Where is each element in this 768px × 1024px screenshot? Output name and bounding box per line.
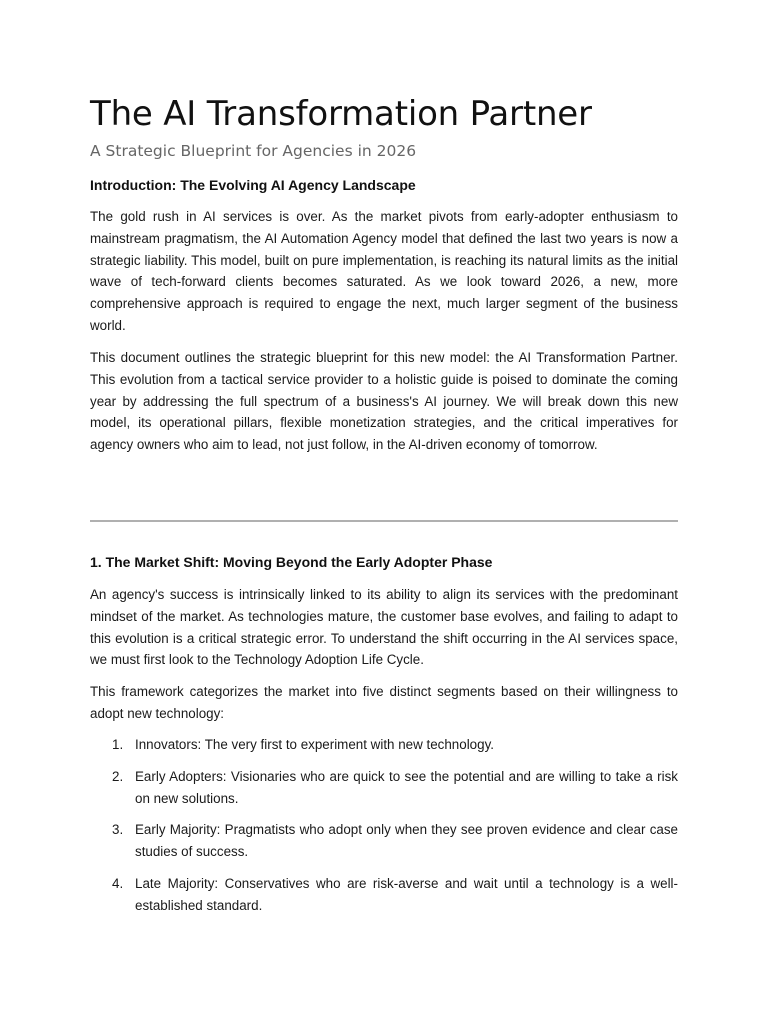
list-item-number: 3.	[112, 822, 124, 838]
section-divider	[90, 520, 678, 522]
list-item	[90, 734, 678, 756]
section-1-paragraph-1: An agency's success is intrinsically linked to its ability to align its services with the predominant mindset of the market. As technologies mature, the customer base evolves, and failing to adapt to this evolution is a critical strategic error. To understand the shift occurring in the AI services space, we must first look to the Technology Adoption Life Cycle.	[90, 587, 678, 668]
list-item-text: Late Majority: Conservatives who are risk-averse and wait until a technology is a well-established standard.	[135, 875, 678, 913]
document-subtitle: A Strategic Blueprint for Agencies in 2026	[90, 142, 417, 160]
list-item-number: 1.	[112, 737, 124, 752]
list-item-number: 4.	[112, 875, 124, 891]
section-1-paragraph-2: This framework categorizes the market into five distinct segments based on their willingness to adopt new technology:	[90, 684, 678, 721]
intro-paragraph-1: The gold rush in AI services is over. As the market pivots from early-adopter enthusiasm to mainstream pragmatism, the AI Automation Agency model that defined the last two years is now a strategic liability. This model, built on pure implementation, is reaching its natural limits as the initial wave of tech-forward clients becomes saturated. As we look toward 2026, a new, more comprehensive approach is required to engage the next, much larger segment of the business world.	[90, 209, 678, 333]
list-item-text: Innovators: The very first to experiment with new technology.	[135, 737, 494, 752]
list-item	[90, 819, 678, 863]
list-item-text: Early Majority: Pragmatists who adopt only when they see proven evidence and clear case studies of success.	[135, 822, 678, 860]
document-title: The AI Transformation Partner	[90, 94, 592, 134]
list-item-text: Early Adopters: Visionaries who are quick to see the potential and are willing to take a risk on new solutions.	[135, 768, 678, 806]
intro-heading: Introduction: The Evolving AI Agency Landscape	[90, 177, 416, 193]
section-1-heading: 1. The Market Shift: Moving Beyond the Early Adopter Phase	[90, 554, 493, 570]
intro-paragraph-2: This document outlines the strategic blueprint for this new model: the AI Transformation Partner. This evolution from a tactical service provider to a holistic guide is poised to dominate the coming year by addressing the full spectrum of a business's AI journey. We will break down this new model, its operational pillars, flexible monetization strategies, and the critical imperatives for agency owners who aim to lead, not just follow, in the AI-driven economy of tomorrow.	[90, 350, 678, 453]
list-item	[90, 766, 678, 810]
list-item	[90, 873, 678, 917]
adoption-segments-list	[90, 734, 678, 927]
list-item-number: 2.	[112, 768, 124, 784]
